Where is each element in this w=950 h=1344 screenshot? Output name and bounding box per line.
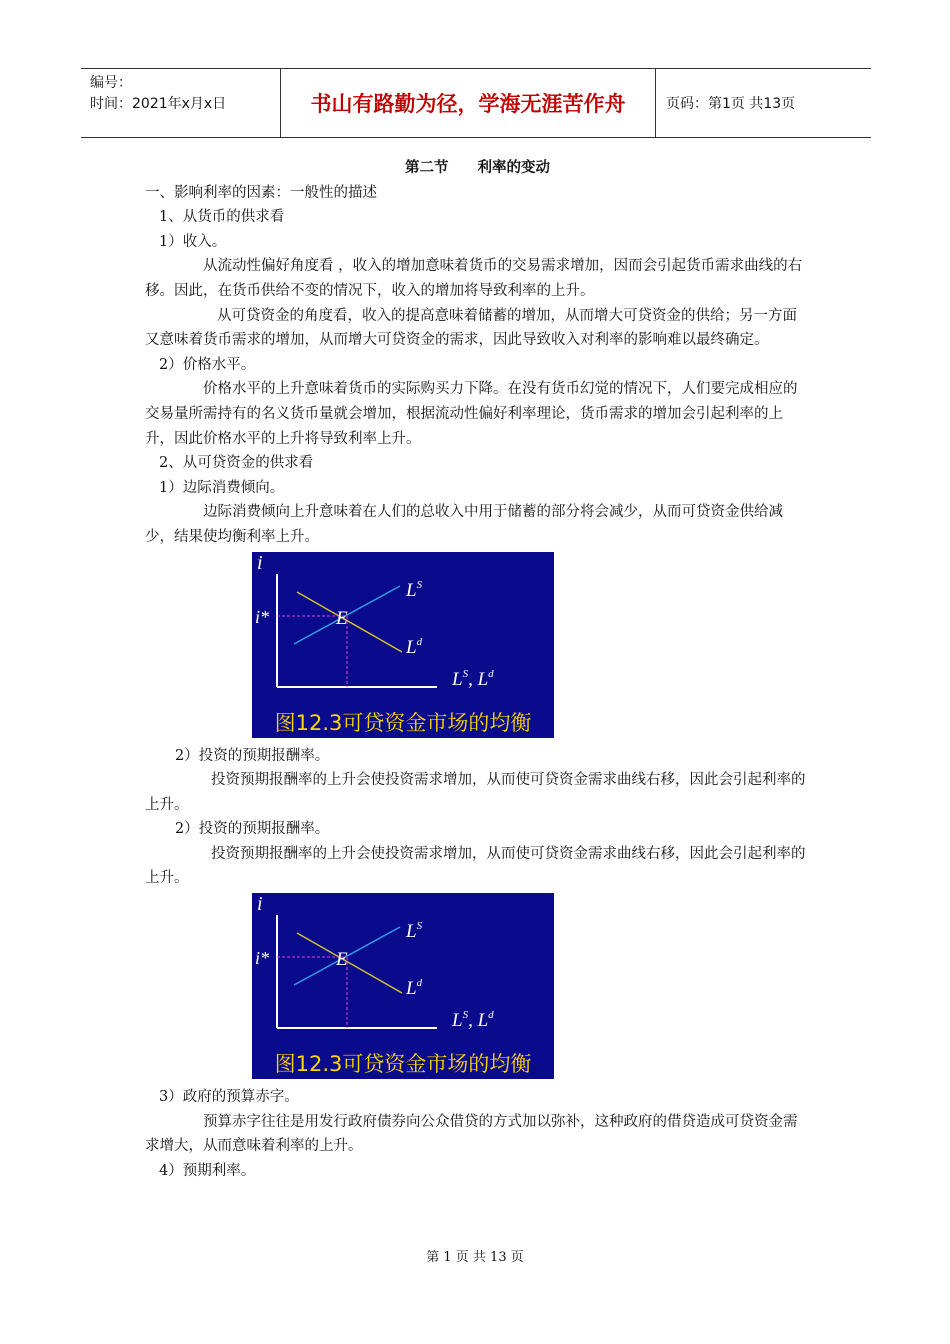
y-axis-label: i — [257, 893, 263, 916]
heading-income: 1）收入。 — [159, 233, 227, 250]
eq-point-label: E — [336, 949, 348, 971]
y-axis-label: i — [257, 551, 263, 574]
time-label: 时间：2021年x月x日 — [90, 96, 227, 112]
heading-mpc: 1）边际消费倾向。 — [159, 479, 285, 496]
heading-investment-return: 2）投资的预期报酬率。 — [175, 821, 330, 838]
document-body — [145, 156, 810, 1183]
heading-1: 一、影响利率的因素：一般性的描述 — [145, 184, 377, 201]
page-header — [81, 68, 871, 138]
x-axis-label: $L^S$, $L^d$ — [452, 1009, 494, 1032]
heading-expected-rate: 4）预期利率。 — [159, 1162, 256, 1179]
figure-caption: 图12.3可贷资金市场的均衡 — [274, 1052, 532, 1077]
paragraph: 价格水平的上升意味着货币的实际购买力下降。在没有货币幻觉的情况下，人们要完成相应的交易量所需持有的名义货币量就会增加，根据流动性偏好利率理论，货币需求的增加会引起利率的上升，因此价格水平的上升将导致利率上升。 — [145, 381, 798, 447]
heading-1-1: 1、从货币的供求看 — [159, 209, 285, 226]
supply-label: $L^S$ — [406, 578, 423, 601]
demand-label: $L^d$ — [406, 977, 423, 1000]
number-label: 编号： — [90, 75, 132, 91]
paragraph: 从流动性偏好角度看 ，收入的增加意味着货币的交易需求增加，因而会引起货币需求曲线的右移。因此，在货币供给不变的情况下，收入的增加将导致利率的上升。 — [145, 258, 803, 299]
page-info: 页码：第1页 共13页 — [666, 96, 796, 112]
demand-label: $L^d$ — [406, 635, 423, 658]
loanable-funds-figure — [252, 893, 554, 1079]
page-footer: 第 1 页 共 13 页 — [426, 1250, 524, 1265]
paragraph: 预算赤字往往是用发行政府债券向公众借贷的方式加以弥补，这种政府的借贷造成可贷资金需求增大，从而意味着利率的上升。 — [145, 1113, 798, 1155]
paragraph: 投资预期报酬率的上升会使投资需求增加，从而使可贷资金需求曲线右移，因此会引起利率的上升。 — [145, 772, 806, 813]
header-meta — [81, 69, 281, 137]
figure-caption: 图12.3可贷资金市场的均衡 — [274, 710, 532, 735]
supply-label: $L^S$ — [406, 920, 423, 943]
x-axis-label: $L^S$, $L^d$ — [452, 667, 494, 690]
heading-investment-return: 2）投资的预期报酬率。 — [175, 747, 330, 764]
heading-price-level: 2）价格水平。 — [159, 356, 256, 373]
eq-point-label: E — [336, 607, 348, 629]
eq-rate-label: i* — [255, 606, 270, 627]
eq-rate-label: i* — [255, 948, 270, 969]
loanable-funds-figure — [252, 552, 554, 738]
paragraph: 投资预期报酬率的上升会使投资需求增加，从而使可贷资金需求曲线右移，因此会引起利率的上升。 — [145, 845, 806, 887]
heading-budget-deficit: 3）政府的预算赤字。 — [159, 1089, 299, 1106]
motto: 书山有路勤为径，学海无涯苦作舟 — [281, 69, 656, 137]
paragraph: 边际消费倾向上升意味着在人们的总收入中用于储蓄的部分将会减少，从而可贷资金供给减少，结果使均衡利率上升。 — [145, 504, 783, 545]
section-title: 第二节 利率的变动 — [405, 160, 550, 176]
paragraph: 从可贷资金的角度看，收入的提高意味着储蓄的增加，从而增大可贷资金的供给；另一方面又意味着货币需求的增加，从而增大可贷资金的需求，因此导致收入对利率的影响难以最终确定。 — [145, 307, 797, 349]
heading-1-2: 2、从可贷资金的供求看 — [159, 455, 314, 472]
